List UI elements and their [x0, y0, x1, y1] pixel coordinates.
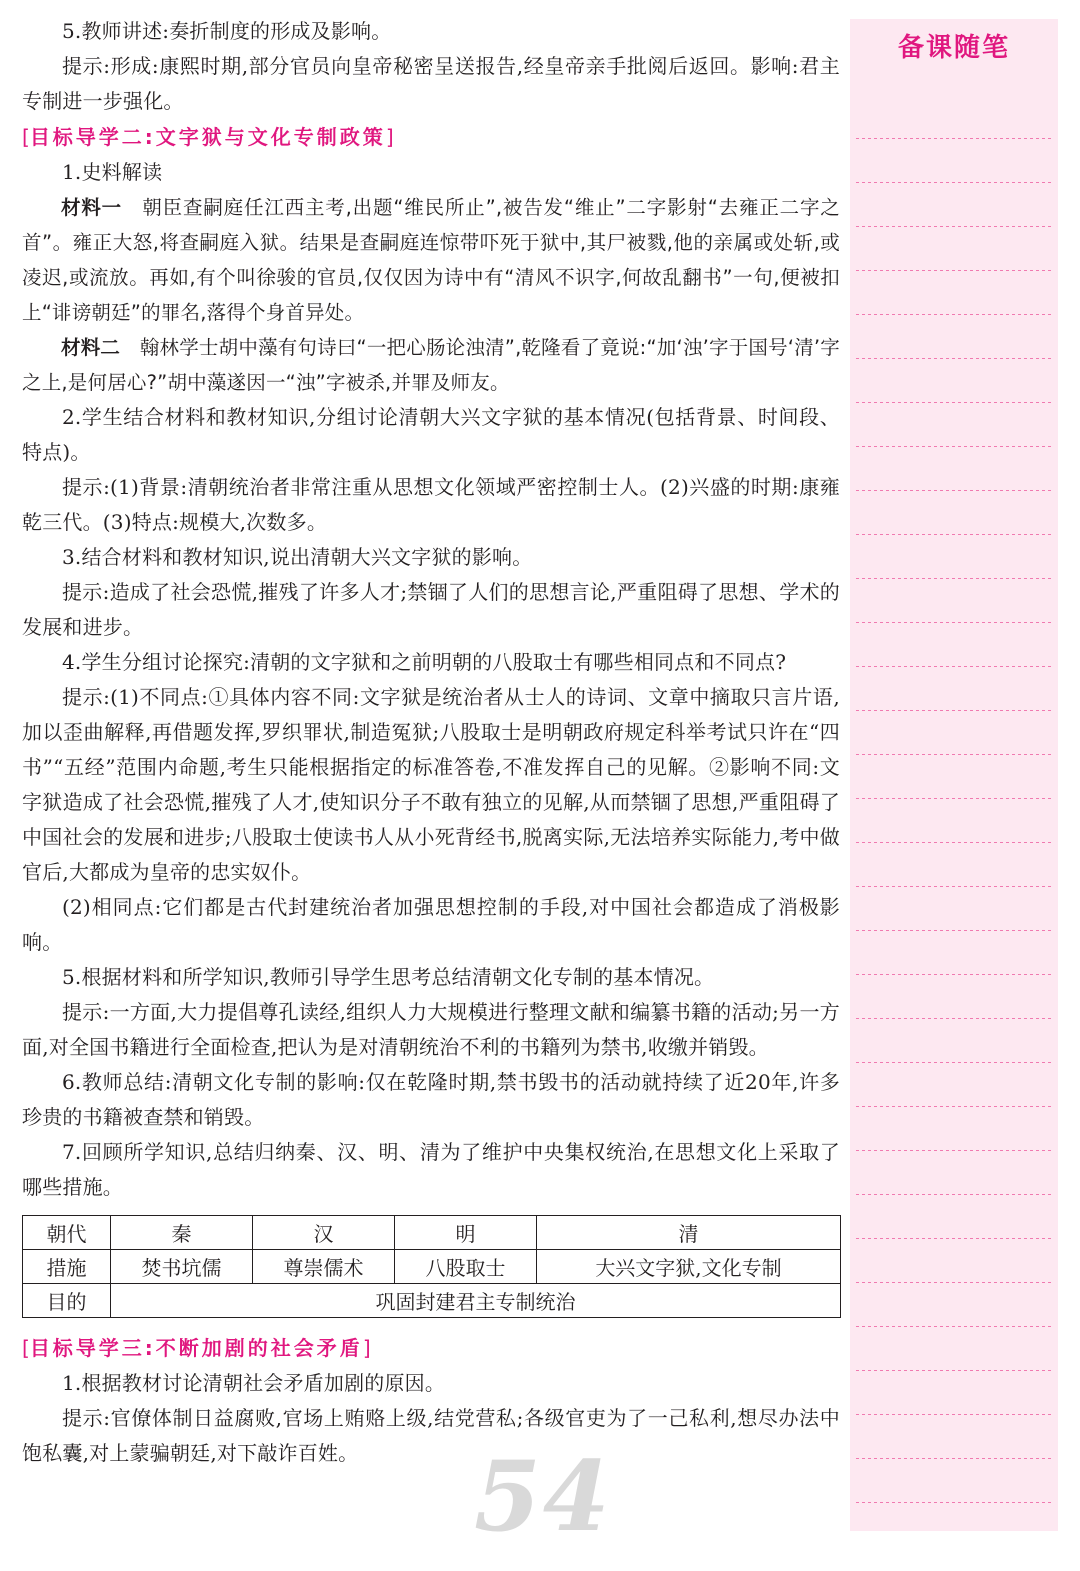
table-row	[23, 1216, 841, 1250]
ruled-note-lines	[856, 95, 1052, 1525]
sidebar-title: 备课随笔	[897, 33, 1010, 63]
table-cell: 八股取士	[395, 1250, 537, 1284]
table-cell: 明	[395, 1216, 537, 1250]
paragraph: (2)相同点:它们都是古代封建统治者加强思想控制的手段,对中国社会都造成了消极影响。	[22, 895, 840, 954]
paragraph: 提示:一方面,大力提倡尊孔读经,组织人力大规模进行整理文献和编纂书籍的活动;另一方面,对全国书籍进行全面检查,把认为是对清朝统治不利的书籍列为禁书,收缴并销毁。	[22, 1000, 840, 1059]
table-cell: 措施	[23, 1250, 111, 1284]
page-number: 54	[474, 1440, 612, 1553]
paragraph: 3.结合材料和教材知识,说出清朝大兴文字狱的影响。	[62, 545, 533, 569]
paragraph: 提示:(1)不同点:①具体内容不同:文字狱是统治者从士人的诗词、文章中摘取只言片语,加以歪曲解释,再借题发挥,罗织罪状,制造冤狱;八股取士是明朝政府规定科举考试只许在“四书”“五经”范围内命题,考生只能根据指定的标准答卷,不准发挥自己的见解。②影响不同:文字狱造成了社会恐慌,摧残了人才,使知识分子不敢有独立的见解,从而禁锢了思想,严重阻碍了中国社会的发展和进步;八股取士使读书人从小死背经书,脱离实际,无法培养实际能力,考中做官后,大都成为皇帝的忠实奴仆。	[22, 685, 840, 884]
paragraph: 提示:(1)背景:清朝统治者非常注重从思想文化领域严密控制士人。(2)兴盛的时期:康雍乾三代。(3)特点:规模大,次数多。	[22, 475, 840, 534]
paragraph: 提示:造成了社会恐慌,摧残了许多人才;禁锢了人们的思想言论,严重阻碍了思想、学术的发展和进步。	[22, 580, 840, 639]
paragraph: 提示:形成:康熙时期,部分官员向皇帝秘密呈送报告,经皇帝亲手批阅后返回。影响:君主专制进一步强化。	[22, 54, 840, 113]
paragraph: 1.史料解读	[62, 160, 163, 184]
table-cell: 清	[537, 1216, 841, 1250]
material-label: 材料一	[61, 196, 122, 219]
table-cell: 汉	[253, 1216, 395, 1250]
paragraph: 2.学生结合材料和教材知识,分组讨论清朝大兴文字狱的基本情况(包括背景、时间段、特点)。	[22, 405, 840, 464]
paragraph: 1.根据教材讨论清朝社会矛盾加剧的原因。	[62, 1371, 446, 1395]
paragraph: 7.回顾所学知识,总结归纳秦、汉、明、清为了维护中央集权统治,在思想文化上采取了哪些措施。	[22, 1140, 840, 1199]
table-cell: 秦	[111, 1216, 253, 1250]
material-text: 翰林学士胡中藻有句诗曰“一把心肠论浊清”,乾隆看了竟说:“加‘浊’字于国号‘清’字之上,是何居心?”胡中藻遂因一“浊”字被杀,并罪及师友。	[22, 336, 840, 394]
section-heading-3: [目标导学三:不断加剧的社会矛盾]	[22, 1336, 371, 1360]
table-cell: 目的	[23, 1284, 111, 1318]
table-cell: 朝代	[23, 1216, 111, 1250]
table-cell: 焚书坑儒	[111, 1250, 253, 1284]
paragraph: 6.教师总结:清朝文化专制的影响:仅在乾隆时期,禁书毁书的活动就持续了近20年,许多珍贵的书籍被查禁和销毁。	[22, 1070, 840, 1129]
summary-table	[22, 1215, 841, 1318]
material-two	[22, 330, 840, 400]
table-cell: 尊崇儒术	[253, 1250, 395, 1284]
table-cell: 大兴文字狱,文化专制	[537, 1250, 841, 1284]
material-label: 材料二	[61, 336, 121, 359]
paragraph: 4.学生分组讨论探究:清朝的文字狱和之前明朝的八股取士有哪些相同点和不同点?	[62, 650, 787, 674]
paragraph: 5.教师讲述:奏折制度的形成及影响。	[62, 19, 392, 43]
section-heading-2: [目标导学二:文字狱与文化专制政策]	[22, 125, 394, 149]
material-text: 朝臣查嗣庭任江西主考,出题“维民所止”,被告发“维止”二字影射“去雍正二字之首”。雍正大怒,将查嗣庭入狱。结果是查嗣庭连惊带吓死于狱中,其尸被戮,他的亲属或处斩,或凌迟,或流放。再如,有个叫徐骏的官员,仅仅因为诗中有“清风不识字,何故乱翻书”一句,便被扣上“诽谤朝廷”的罪名,落得个身首异处。	[22, 196, 841, 324]
table-cell: 巩固封建君主专制统治	[111, 1284, 841, 1318]
paragraph: 提示:官僚体制日益腐败,官场上贿赂上级,结党营私;各级官吏为了一己私利,想尽办法中饱私囊,对上蒙骗朝廷,对下敲诈百姓。	[22, 1406, 840, 1465]
paragraph: 5.根据材料和所学知识,教师引导学生思考总结清朝文化专制的基本情况。	[62, 965, 715, 989]
main-content	[22, 14, 840, 1471]
notes-sidebar	[850, 19, 1058, 1531]
material-one	[22, 190, 840, 330]
table-row	[23, 1284, 841, 1318]
table-row	[23, 1250, 841, 1284]
